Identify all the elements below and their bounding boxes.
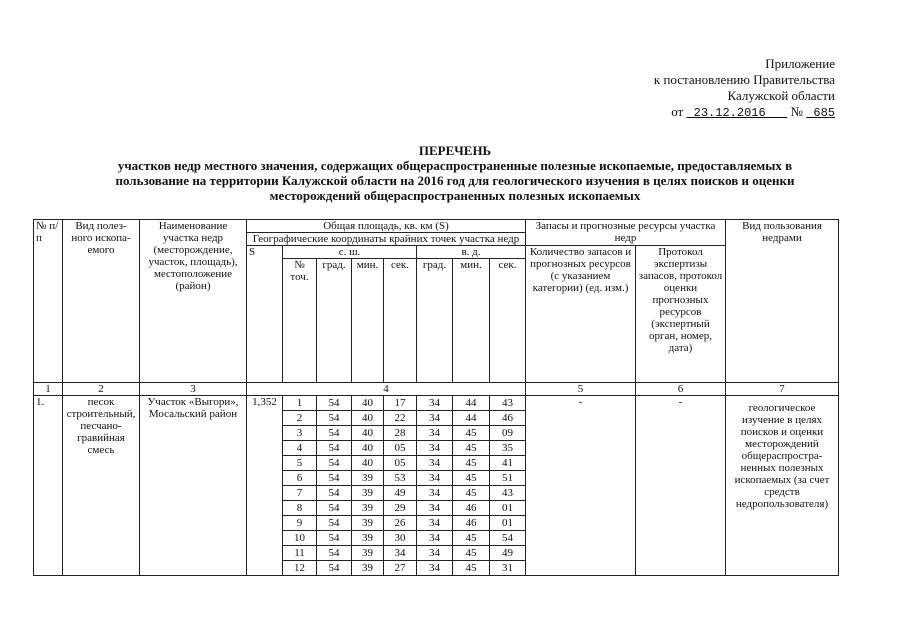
point-cell: 35 [490, 441, 526, 456]
col-number: 4 [247, 383, 526, 396]
decree-number: 685 [813, 106, 835, 120]
point-cell: 46 [453, 516, 490, 531]
point-cell: 41 [490, 456, 526, 471]
header-north: с. ш. [283, 246, 417, 259]
point-cell: 54 [317, 516, 352, 531]
header-point-no: № точ. [283, 259, 317, 383]
point-cell: 54 [490, 531, 526, 546]
subsoil-sites-table [33, 219, 839, 576]
point-cell: 54 [317, 486, 352, 501]
header-site-name: Наименование участка недр (месторождение, участок, площадь), местоположение (район) [140, 220, 247, 383]
point-cell: 22 [384, 411, 417, 426]
point-cell: 28 [384, 426, 417, 441]
row-usage: геологическое изучение в целях поисков и оценки месторождений общераспростра-ненных полезных ископаемых (за счет средств недропользователя) [726, 396, 839, 576]
point-cell: 1 [283, 396, 317, 411]
point-cell: 30 [384, 531, 417, 546]
point-cell: 9 [283, 516, 317, 531]
from-label: от [671, 104, 684, 119]
header-quantity: Количество запасов и прогнозных ресурсов (с указанием категории) (ед. изм.) [526, 246, 636, 383]
point-cell: 39 [352, 486, 384, 501]
point-cell: 10 [283, 531, 317, 546]
point-cell: 44 [453, 411, 490, 426]
point-cell: 34 [417, 441, 453, 456]
point-cell: 39 [352, 561, 384, 576]
decree-date: 23.12.2016 [693, 106, 766, 120]
point-cell: 43 [490, 396, 526, 411]
point-cell: 29 [384, 501, 417, 516]
point-cell: 54 [317, 501, 352, 516]
point-cell: 40 [352, 456, 384, 471]
point-cell: 12 [283, 561, 317, 576]
header-e-min: мин. [453, 259, 490, 383]
point-cell: 45 [453, 471, 490, 486]
header-n-deg: град. [317, 259, 352, 383]
point-cell: 53 [384, 471, 417, 486]
point-cell: 46 [453, 501, 490, 516]
number-label: № [790, 104, 803, 119]
row-no: 1. [34, 396, 63, 576]
point-cell: 34 [417, 396, 453, 411]
point-cell: 7 [283, 486, 317, 501]
point-cell: 11 [283, 546, 317, 561]
header-area: Общая площадь, кв. км (S) [247, 220, 526, 233]
point-cell: 45 [453, 561, 490, 576]
point-cell: 46 [490, 411, 526, 426]
point-cell: 54 [317, 471, 352, 486]
column-numbers-row [34, 383, 839, 396]
point-cell: 45 [453, 546, 490, 561]
point-cell: 39 [352, 501, 384, 516]
point-cell: 4 [283, 441, 317, 456]
title-heading: ПЕРЕЧЕНЬ [418, 143, 492, 158]
header-east: в. д. [417, 246, 526, 259]
header-usage: Вид пользования недрами [726, 220, 839, 383]
appendix-line: Приложение [765, 56, 835, 71]
point-cell: 40 [352, 396, 384, 411]
point-cell: 54 [317, 441, 352, 456]
point-cell: 44 [453, 396, 490, 411]
header-protocol: Протокол экспертизы запасов, протокол оценки прогнозных ресурсов (экспертный орган, номер, дата) [636, 246, 726, 383]
title-line: пользование на территории Калужской области на 2016 год для геологического изучения в целях поисков и оценки [115, 173, 795, 188]
row-protocol: - [636, 396, 726, 576]
point-cell: 2 [283, 411, 317, 426]
point-cell: 05 [384, 456, 417, 471]
point-cell: 49 [384, 486, 417, 501]
table-row [34, 396, 839, 411]
header-n-min: мин. [352, 259, 384, 383]
point-cell: 34 [417, 546, 453, 561]
point-cell: 49 [490, 546, 526, 561]
point-cell: 09 [490, 426, 526, 441]
col-number: 3 [140, 383, 247, 396]
point-cell: 54 [317, 456, 352, 471]
point-cell: 34 [417, 426, 453, 441]
point-cell: 6 [283, 471, 317, 486]
col-number: 1 [34, 383, 63, 396]
point-cell: 34 [417, 561, 453, 576]
appendix-line: к постановлению Правительства [653, 72, 835, 87]
point-cell: 17 [384, 396, 417, 411]
point-cell: 54 [317, 561, 352, 576]
col-number: 6 [636, 383, 726, 396]
row-quantity: - [526, 396, 636, 576]
point-cell: 40 [352, 441, 384, 456]
header-mineral: Вид полез-ного ископа-емого [63, 220, 140, 383]
header-e-sec: сек. [490, 259, 526, 383]
header-reserves: Запасы и прогнозные ресурсы участка недр [526, 220, 726, 246]
row-area: 1,352 [247, 396, 283, 576]
point-cell: 39 [352, 516, 384, 531]
point-cell: 45 [453, 426, 490, 441]
point-cell: 01 [490, 501, 526, 516]
point-cell: 27 [384, 561, 417, 576]
header-e-deg: град. [417, 259, 453, 383]
header-s: S [247, 246, 283, 383]
point-cell: 5 [283, 456, 317, 471]
header-n-sec: сек. [384, 259, 417, 383]
point-cell: 34 [417, 411, 453, 426]
point-cell: 34 [384, 546, 417, 561]
point-cell: 34 [417, 516, 453, 531]
point-cell: 51 [490, 471, 526, 486]
col-number: 5 [526, 383, 636, 396]
point-cell: 45 [453, 486, 490, 501]
point-cell: 34 [417, 456, 453, 471]
point-cell: 39 [352, 531, 384, 546]
point-cell: 54 [317, 531, 352, 546]
document-title [40, 143, 870, 203]
point-cell: 26 [384, 516, 417, 531]
point-cell: 54 [317, 546, 352, 561]
point-cell: 34 [417, 486, 453, 501]
row-mineral: песок строительный, песчано-гравийная смесь [63, 396, 140, 576]
point-cell: 34 [417, 531, 453, 546]
point-cell: 01 [490, 516, 526, 531]
col-number: 7 [726, 383, 839, 396]
point-cell: 39 [352, 471, 384, 486]
title-line: месторождений общераспространенных полезных ископаемых [269, 188, 641, 203]
col-number: 2 [63, 383, 140, 396]
point-cell: 45 [453, 456, 490, 471]
point-cell: 43 [490, 486, 526, 501]
point-cell: 54 [317, 396, 352, 411]
title-line: участков недр местного значения, содержащих общераспространенные полезные ископаемые, предоставляемых в [117, 158, 793, 173]
point-cell: 45 [453, 531, 490, 546]
header-coords: Географические координаты крайних точек участка недр [247, 233, 526, 246]
point-cell: 34 [417, 501, 453, 516]
row-site: Участок «Выгори», Мосальский район [140, 396, 247, 576]
header-no: № п/ п [34, 220, 63, 383]
appendix-block [654, 56, 835, 121]
point-cell: 34 [417, 471, 453, 486]
point-cell: 05 [384, 441, 417, 456]
point-cell: 40 [352, 426, 384, 441]
point-cell: 45 [453, 441, 490, 456]
point-cell: 54 [317, 411, 352, 426]
appendix-date-line [654, 104, 835, 121]
point-cell: 39 [352, 546, 384, 561]
point-cell: 40 [352, 411, 384, 426]
appendix-line: Калужской области [727, 88, 835, 103]
point-cell: 8 [283, 501, 317, 516]
point-cell: 31 [490, 561, 526, 576]
point-cell: 3 [283, 426, 317, 441]
point-cell: 54 [317, 426, 352, 441]
